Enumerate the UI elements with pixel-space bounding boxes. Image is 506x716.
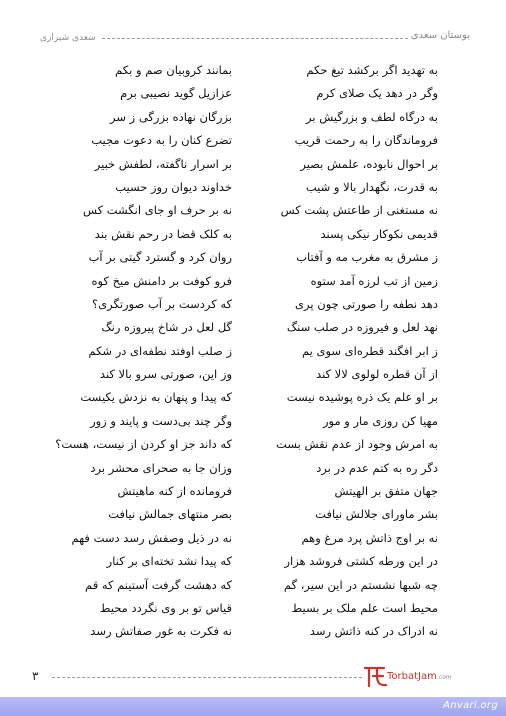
page-header [40,28,470,48]
second-hemistich: که داند جز او کردن از نیست، هست؟ [55,437,232,452]
second-hemistich: وزان جا به صحرای محشر برد [90,460,232,475]
verse-row [70,340,450,363]
first-hemistich: زمین از تب لرزه آمد ستوه [310,273,438,288]
second-hemistich: نه در ذیل وصفش رسد دست فهم [71,530,232,545]
second-hemistich: بصر منتهای جمالش نیافت [108,507,232,522]
second-hemistich: که پیدا نشد تخته‌ای بر کنار [106,554,232,569]
first-hemistich: فروماندگان را به رحمت قریب [294,133,438,148]
watermark-bar [0,697,506,716]
second-hemistich: عزازیل گوید نصیبی برم [120,86,232,101]
first-hemistich: بر او علم یک ذره پوشیده نیست [286,390,438,405]
first-hemistich: دهد نطفه را صورتی چون پری [295,296,438,311]
verse-row [70,480,450,503]
first-hemistich: به تهدید اگر برکشد تیغ حکم [306,63,438,77]
first-hemistich: ز ابر افگند قطره‌ای سوی یم [301,343,438,358]
first-hemistich: ز مشرق به مغرب مه و آفتاب [296,250,438,265]
first-hemistich: محیط است علم ملک بر بسیط [291,600,438,615]
verse-row [70,597,450,620]
first-hemistich: نه بر اوج ذاتش پرد مرغ وهم [301,530,438,545]
verse-row [70,59,450,82]
verse-row [70,386,450,409]
verse-row [70,176,450,199]
first-hemistich: نه ادراک در کنه ذاتش رسد [309,624,438,639]
verse-row [70,527,450,550]
first-hemistich: نهد لعل و فیروزه در صلب سنگ [286,320,438,335]
first-hemistich: مهیا کن روزی مار و مور [322,413,438,428]
poem-body [55,59,450,644]
second-hemistich: روان کرد و گسترد گیتی بر آب [88,250,232,265]
book-title: بوستان سعدی [410,30,470,41]
verse-row [70,316,450,339]
second-hemistich: خداوند دیوان روز حسیب [115,179,232,194]
watermark-text: Anvari.org [443,700,498,711]
second-hemistich: وز این، صورتی سرو بالا کند [99,367,232,382]
first-hemistich: نه مستغنی از طاعتش پشت کس [280,203,438,218]
first-hemistich: از آن قطره لولوی لالا کند [316,367,438,382]
footer-divider [52,677,362,678]
second-hemistich: به کلک قضا در رحم نقش بند [94,226,232,241]
verse-row [70,503,450,526]
second-hemistich: که کردست بر آب صورتگری؟ [92,296,232,311]
second-hemistich: که پیدا و پنهان به نزدش یکیست [80,390,232,405]
second-hemistich: ز صلب اوفتد نطفه‌ای در شکم [88,343,232,358]
second-hemistich: فرومانده از کنه ماهیتش [117,484,232,499]
second-hemistich: قیاس تو بر وی نگردد محیط [99,600,232,615]
verse-row [70,410,450,433]
second-hemistich: بر اسرار ناگفته، لطفش خبیر [94,156,232,171]
first-hemistich: قدیمی نکوکار نیکی پسند [320,226,438,241]
header-divider [102,38,408,39]
verse-row [70,223,450,246]
page-number: ۳ [32,669,39,683]
author-name: سعدی شیرازی [40,33,96,43]
second-hemistich: گل لعل در شاخ پیروزه رنگ [101,320,232,335]
verse-row [70,457,450,480]
second-hemistich: نه بر حرف او جای انگشت کس [82,203,232,218]
first-hemistich: چه شبها نشستم در این سیر، گم [283,577,438,592]
second-hemistich: بزرگان نهاده بزرگی ز سر [110,109,232,124]
first-hemistich: در این ورطه کشتی فروشد هزار [284,554,438,569]
verse-row [70,153,450,176]
first-hemistich: بر احوال نابوده، علمش بصیر [300,156,438,171]
first-hemistich: به امرش وجود از عدم نقش بست [276,437,438,452]
verse-row [70,246,450,269]
page-footer [30,667,470,691]
verse-row [70,620,450,643]
second-hemistich: که دهشت گرفت آستینم که قم [85,577,232,592]
verse-row [70,270,450,293]
first-hemistich: به درگاه لطف و بزرگیش بر [306,109,438,124]
second-hemistich: بمانند کروبیان صم و بکم [115,63,232,77]
verse-row [70,363,450,386]
second-hemistich: تضرع کنان را به دعوت مجیب [91,133,232,148]
second-hemistich: وگر چند بی‌دست و پایند و زور [90,413,232,428]
verse-row [55,433,450,456]
first-hemistich: بشر ماورای جلالش نیافت [315,507,438,522]
site-name: TorbatJam [387,671,437,682]
first-hemistich: وگر در دهد یک صلای کرم [316,86,438,101]
verse-row [70,82,450,105]
verse-row [70,106,450,129]
site-domain: .com [436,674,452,681]
second-hemistich: نه فکرت به غور صفاتش رسد [90,624,232,639]
first-hemistich: دگر ره به کتم عدم در برد [316,460,438,475]
second-hemistich: فرو کوفت بر دامنش میخ کوه [91,273,232,288]
verse-row [70,550,450,573]
first-hemistich: جهان متفق بر الهیتش [334,484,438,499]
first-hemistich: به قدرت، نگهدار بالا و شیب [305,179,438,194]
verse-row [70,129,450,152]
verse-row [70,199,450,222]
verse-row [70,574,450,597]
verse-row [70,293,450,316]
site-logo-text [387,671,452,682]
